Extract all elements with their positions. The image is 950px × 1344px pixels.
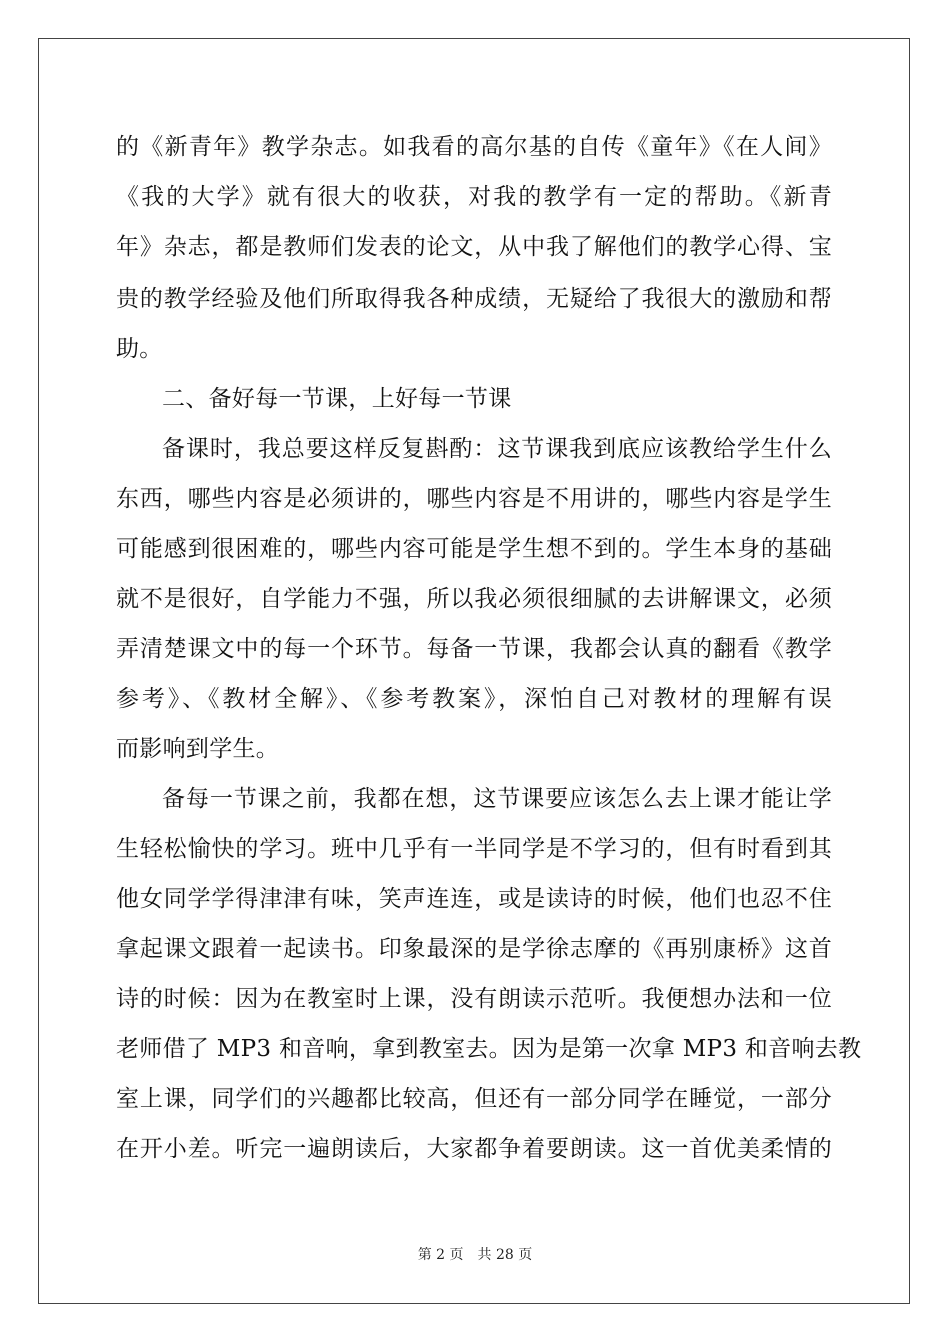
body-line: 《我的大学》就有很大的收获，对我的教学有一定的帮助。《新青 [116, 184, 832, 210]
body-line: 弄清楚课文中的每一个环节。每备一节课，我都会认真的翻看《教学 [116, 636, 832, 662]
body-line: 诗的时候：因为在教室时上课，没有朗读示范听。我便想办法和一位 [116, 986, 832, 1012]
body-line: 的《新青年》教学杂志。如我看的高尔基的自传《童年》《在人间》 [116, 134, 832, 160]
body-line: 而影响到学生。 [116, 736, 280, 762]
body-line: 生轻松愉快的学习。班中几乎有一半同学是不学习的，但有时看到其 [116, 836, 832, 862]
body-line: 年》杂志，都是教师们发表的论文，从中我了解他们的教学心得、宝 [116, 234, 832, 260]
body-line: 他女同学学得津津有味，笑声连连，或是读诗的时候，他们也忍不住 [116, 886, 832, 912]
page-footer [0, 1246, 950, 1264]
body-line: 助。 [116, 336, 163, 362]
page-total: 共 28 页 [477, 1247, 533, 1263]
page-number: 第 2 页 [417, 1247, 464, 1263]
body-line: 备课时，我总要这样反复斟酌：这节课我到底应该教给学生什么 [162, 436, 832, 462]
body-line: 老师借了 MP3 和音响，拿到教室去。因为是第一次拿 MP3 和音响去教 [116, 1036, 862, 1062]
body-line: 备每一节课之前，我都在想，这节课要应该怎么去上课才能让学 [162, 786, 832, 812]
body-line: 室上课，同学们的兴趣都比较高，但还有一部分同学在睡觉，一部分 [116, 1086, 832, 1112]
body-line: 参考》、《教材全解》、《参考教案》，深怕自己对教材的理解有误 [116, 686, 832, 712]
body-line: 在开小差。听完一遍朗读后，大家都争着要朗读。这一首优美柔情的 [116, 1136, 832, 1162]
body-line: 东西，哪些内容是必须讲的，哪些内容是不用讲的，哪些内容是学生 [116, 486, 832, 512]
section-heading: 二、备好每一节课，上好每一节课 [162, 386, 512, 412]
page-border [38, 38, 910, 1304]
body-line: 可能感到很困难的，哪些内容可能是学生想不到的。学生本身的基础 [116, 536, 832, 562]
body-line: 拿起课文跟着一起读书。印象最深的是学徐志摩的《再别康桥》这首 [116, 936, 832, 962]
body-line: 贵的教学经验及他们所取得我各种成绩，无疑给了我很大的激励和帮 [116, 286, 832, 312]
body-line: 就不是很好，自学能力不强，所以我必须很细腻的去讲解课文，必须 [116, 586, 832, 612]
